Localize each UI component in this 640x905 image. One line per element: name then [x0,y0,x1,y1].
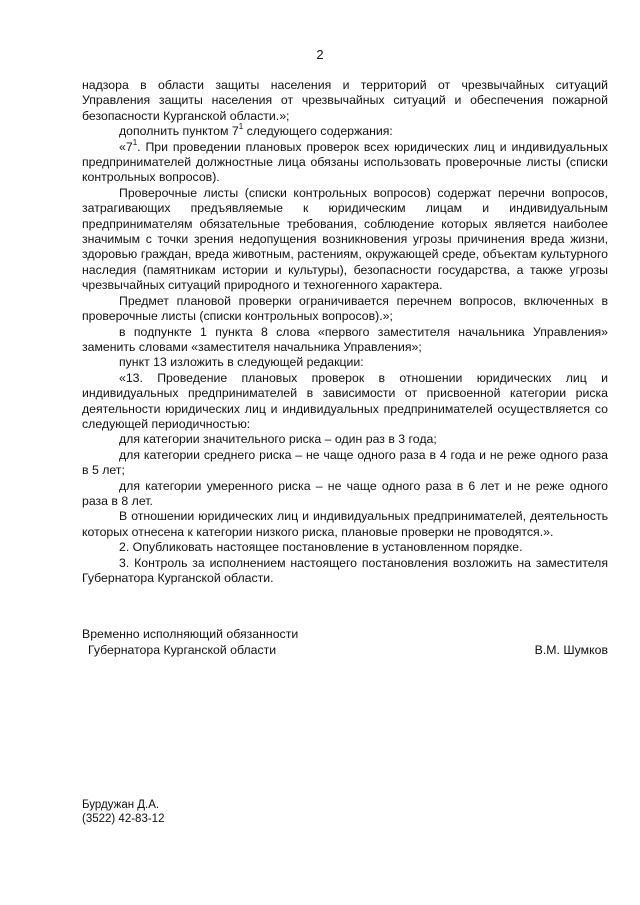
paragraph-moderate-risk: для категории умеренного риска – не чаще одного раза в 6 лет и не реже одного раза в 8 лет. [82,478,608,508]
paragraph-checklists: Проверочные листы (списки контрольных вопросов) содержат перечни вопросов, затрагивающих предъявляемые к юридическим лицам и индивидуальным предпринимателям обязательные требования, соблюдение которых является наиболее значимым с точки зрения недопущения возникновения угрозы причинения вреда жизни, здоровью граждан, вреда животным, растениям, окружающей среде, объектам культурного наследия (памятникам истории и культуры), безопасности государства, а также угрозы чрезвычайных ситуаций природного и техногенного характера. [82,185,608,293]
paragraph-add-point: дополнить пунктом $7^1$ следующего содержания: [119,122,393,139]
executor-phone: (3522) 42-83-12 [82,813,165,825]
executor-name: Бурдужан Д.А. [82,799,160,811]
paragraph-medium-risk: для категории среднего риска – не чаще одного раза в 4 года и не реже одного раза в 5 лет; [82,447,608,478]
document-body [82,78,608,586]
signatory-title [82,626,298,658]
paragraph-point-13: «13. Проведение плановых проверок в отношении юридических лиц и индивидуальных предпринимателей в зависимости от присвоенной категории риска деятельности юридических лиц и индивидуальных предпринимателей осуществляется со следующей периодичностью: [82,370,608,431]
paragraph-subpoint-1: в подпункте 1 пункта 8 слова «первого заместителя начальника Управления» заменить словами «заместителя начальника Управления»; [82,324,608,354]
signatory-name: В.М. Шумков [534,643,608,657]
executor-info [82,798,164,826]
paragraph-point-7-1: «$7^1$. При проведении плановых проверок всех юридических лиц и индивидуальных предпринимателей должностные лица обязаны использовать проверочные листы (списки контрольных вопросов). [82,137,608,185]
signature-block [82,626,608,658]
paragraph-low-risk: В отношении юридических лиц и индивидуальных предпринимателей, деятельность которых отнесена к категории низкого риска, плановые проверки не проводятся.». [82,509,608,539]
signatory-title-line2: Губернатора Курганской области [88,643,277,657]
paragraph-point-13-intro: пункт 13 изложить в следующей редакции: [119,355,364,370]
paragraph-publish: 2. Опубликовать настоящее постановление в установленном порядке. [119,540,523,555]
page-number: 2 [316,47,324,62]
paragraph-control: 3. Контроль за исполнением настоящего постановления возложить на заместителя Губернатора Курганской области. [82,555,608,585]
paragraph-continuation: надзора в области защиты населения и территорий от чрезвычайных ситуаций Управления защиты населения от чрезвычайных ситуаций и обеспечения пожарной безопасности Курганской области.»; [82,78,608,123]
signatory-title-line1: Временно исполняющий обязанности [82,627,299,641]
paragraph-significant-risk: для категории значительного риска – один раз в 3 года; [119,432,437,447]
paragraph-inspection-subject: Предмет плановой проверки ограничивается перечнем вопросов, включенных в проверочные листы (списки контрольных вопросов).»; [82,293,608,324]
